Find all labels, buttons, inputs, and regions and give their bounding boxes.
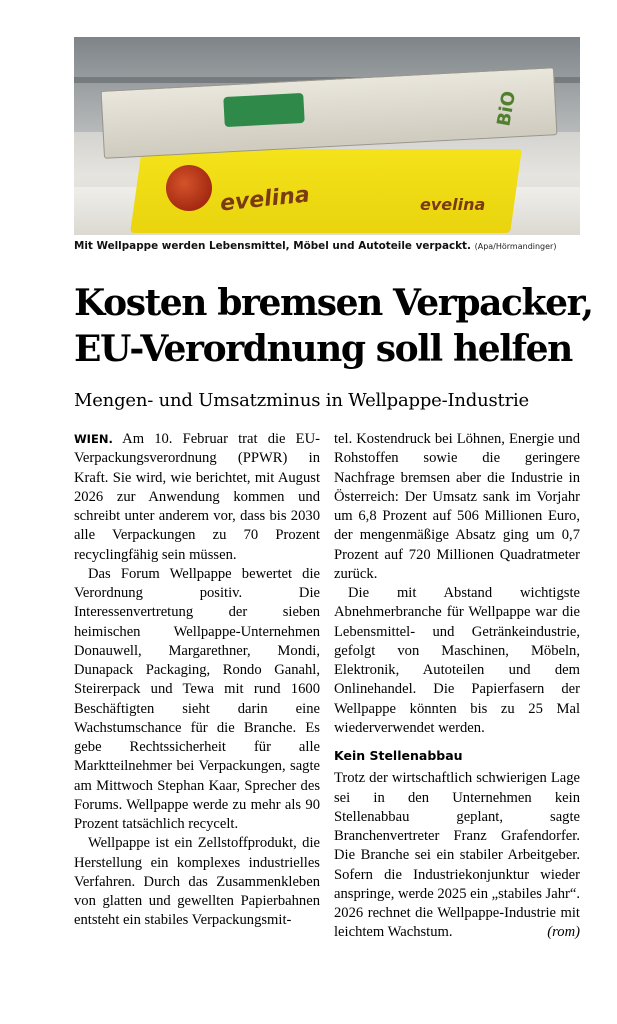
brand-label-1: evelina xyxy=(218,182,311,217)
section-subheading: Kein Stellenabbau xyxy=(334,748,463,763)
headline-line-1: Kosten bremsen Verpacker, xyxy=(74,282,593,324)
photo-credit: (Apa/Hörmandinger) xyxy=(474,242,557,251)
paragraph-2: Das Forum Wellpappe bewertet die Verordnung positiv. Die Interessenvertretung der sieben heimischen Wellpappe-Unternehmen Donauwell, Margarethner, Mondi, Dunapack Packaging, Rondo Ganahl, Steirerpack und Tewa mit rund 1600 Beschäftigten sieht darin eine Wachstumschance für die Branche. Es gebe Rechtssicherheit für alle Marktteilnehmer bei Verpackungen, sagte am Mittwoch Stephan Kaar, Sprecher des Forums. Wellpappe werde zu mehr als 90 Prozent tatsächlich recycelt. xyxy=(74,565,320,832)
article-column-left xyxy=(74,430,320,931)
paragraph-1: WIEN. Am 10. Februar trat die EU-Verpackungsverordnung (PPWR) in Kraft. Sie wird, wie berichtet, mit August 2026 zur Anwendung kommen und schreibt unter anderem vor, dass bis 2030 alle Verpackungen zu 70 Prozent recyclingfähig sein müssen. xyxy=(74,431,320,563)
subheadline: Mengen- und Umsatzminus in Wellpappe-Industrie xyxy=(74,390,529,411)
paragraph-3-continued: tel. Kostendruck bei Löhnen, Energie und Rohstoffen sowie die geringere Nachfrage bremsen aber die Industrie in Österreich: Der Umsatz sank im Vorjahr um 6,8 Prozent auf 506 Millionen Euro, der mengenmäßige Absatz ging um 0,7 Prozent auf 720 Millionen Quadratmeter zurück. xyxy=(334,431,580,582)
photo-caption xyxy=(74,240,580,252)
bio-label: BiO xyxy=(493,89,521,128)
paragraph-4: Die mit Abstand wichtigste Abnehmerbranche für Wellpappe war die Lebensmittel- und Getränkeindustrie, gefolgt von Maschinen, Möbeln, Elektronik, Autoteilen und dem Onlinehandel. Die Papierfasern der Wellpappe könnten bis zu 25 Mal wiederverwendet werden. xyxy=(334,585,580,736)
article-photo xyxy=(74,37,580,235)
article-column-right xyxy=(334,430,580,943)
author-tag: (rom) xyxy=(547,924,580,941)
paragraph-5: Trotz der wirtschaftlich schwierigen Lage sei in den Unternehmen kein Stellenabbau geplant, sagte Branchenvertreter Franz Grafendorfer. Die Branche sei ein stabiler Arbeitgeber. Sofern die Industriekonjunktur wieder anspringe, werde 2025 ein „stabiles Jahr“. 2026 rechnet die Wellpappe-Industrie mit leichtem Wachstum. (rom) xyxy=(334,769,580,942)
recycle-icon xyxy=(223,93,304,127)
headline-line-2: EU-Verordnung soll helfen xyxy=(74,328,572,370)
apple-icon xyxy=(166,165,212,211)
caption-text: Mit Wellpappe werden Lebensmittel, Möbel und Autoteile verpackt. xyxy=(74,240,471,252)
brand-label-2: evelina xyxy=(420,195,486,214)
dateline: WIEN. xyxy=(74,432,113,446)
paragraph-3: Wellpappe ist ein Zellstoffprodukt, die Herstellung ein komplexes industrielles Verfahren. Durch das Zusammenkleben von glatten und gewellten Papierbahnen entsteht ein stabiles Verpackungsmit- xyxy=(74,835,320,929)
headline xyxy=(74,280,593,372)
